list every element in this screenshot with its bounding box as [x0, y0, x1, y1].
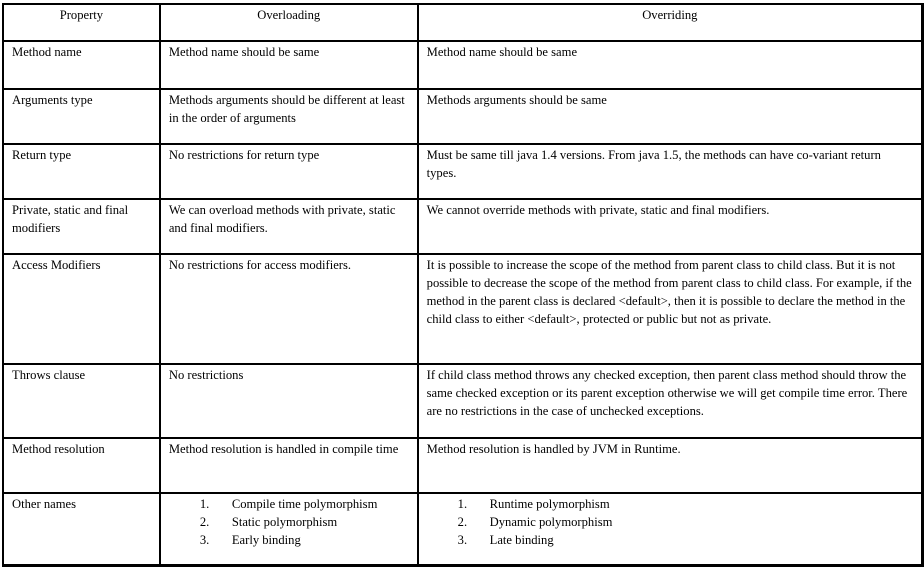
property-cell: Method name: [3, 41, 160, 89]
header-property: Property: [3, 4, 160, 41]
table-row: [3, 254, 922, 364]
list-text: Early binding: [231, 533, 301, 547]
overriding-cell: [418, 493, 922, 565]
table-row: [3, 41, 922, 89]
table-row: [3, 493, 922, 565]
table-row: [3, 144, 922, 199]
table-row: [3, 438, 922, 493]
list-item: [458, 495, 913, 513]
property-cell: Arguments type: [3, 89, 160, 144]
overloading-cell: [160, 493, 418, 565]
list-item: [458, 513, 913, 531]
header-overloading: Overloading: [160, 4, 418, 41]
overloading-cell: No restrictions for access modifiers.: [160, 254, 418, 364]
property-cell: Method resolution: [3, 438, 160, 493]
list-number: 1.: [457, 497, 468, 511]
overriding-cell: We cannot override methods with private, static and final modifiers.: [418, 199, 922, 254]
list-number: 1.: [199, 497, 210, 511]
overloading-cell: Method resolution is handled in compile time: [160, 438, 418, 493]
comparison-table-wrapper: [2, 3, 924, 567]
header-overriding: Overriding: [418, 4, 922, 41]
list-number: 3.: [457, 533, 468, 547]
table-row: [3, 199, 922, 254]
overriding-cell: It is possible to increase the scope of the method from parent class to child class. But it is not possible to decrease the scope of the method from parent class to child class. For example, if the method in the parent class is declared <default>, then it is possible to declare the method in the child class to either <default>, protected or public but not as private.: [418, 254, 922, 364]
overloading-cell: We can overload methods with private, static and final modifiers.: [160, 199, 418, 254]
property-cell: Throws clause: [3, 364, 160, 438]
list-text: Late binding: [489, 533, 554, 547]
list-number: 2.: [199, 515, 210, 529]
overriding-cell: If child class method throws any checked exception, then parent class method should throw the same checked exception or its parent exception otherwise we will get compile time error. There are no restrictions in the case of unchecked exceptions.: [418, 364, 922, 438]
overloading-cell: No restrictions for return type: [160, 144, 418, 199]
list-item: [200, 531, 409, 549]
list-text: Static polymorphism: [231, 515, 338, 529]
list-item: [458, 531, 913, 549]
overloading-cell: Method name should be same: [160, 41, 418, 89]
list-text: Runtime polymorphism: [489, 497, 610, 511]
list-item: [200, 513, 409, 531]
table-row: [3, 89, 922, 144]
overloading-vs-overriding-table: [2, 3, 924, 567]
overloading-cell: No restrictions: [160, 364, 418, 438]
overriding-cell: Method resolution is handled by JVM in Runtime.: [418, 438, 922, 493]
overriding-cell: Must be same till java 1.4 versions. From java 1.5, the methods can have co-variant return types.: [418, 144, 922, 199]
list-item: [200, 495, 409, 513]
list-number: 2.: [457, 515, 468, 529]
property-cell: Return type: [3, 144, 160, 199]
overriding-cell: Method name should be same: [418, 41, 922, 89]
property-cell: Other names: [3, 493, 160, 565]
property-cell: Private, static and final modifiers: [3, 199, 160, 254]
table-row: [3, 364, 922, 438]
list-number: 3.: [199, 533, 210, 547]
overloading-cell: Methods arguments should be different at least in the order of arguments: [160, 89, 418, 144]
list-text: Compile time polymorphism: [231, 497, 378, 511]
overriding-cell: Methods arguments should be same: [418, 89, 922, 144]
property-cell: Access Modifiers: [3, 254, 160, 364]
overriding-names-list: [427, 495, 913, 549]
list-text: Dynamic polymorphism: [489, 515, 613, 529]
header-row: [3, 4, 922, 41]
overloading-names-list: [169, 495, 409, 549]
